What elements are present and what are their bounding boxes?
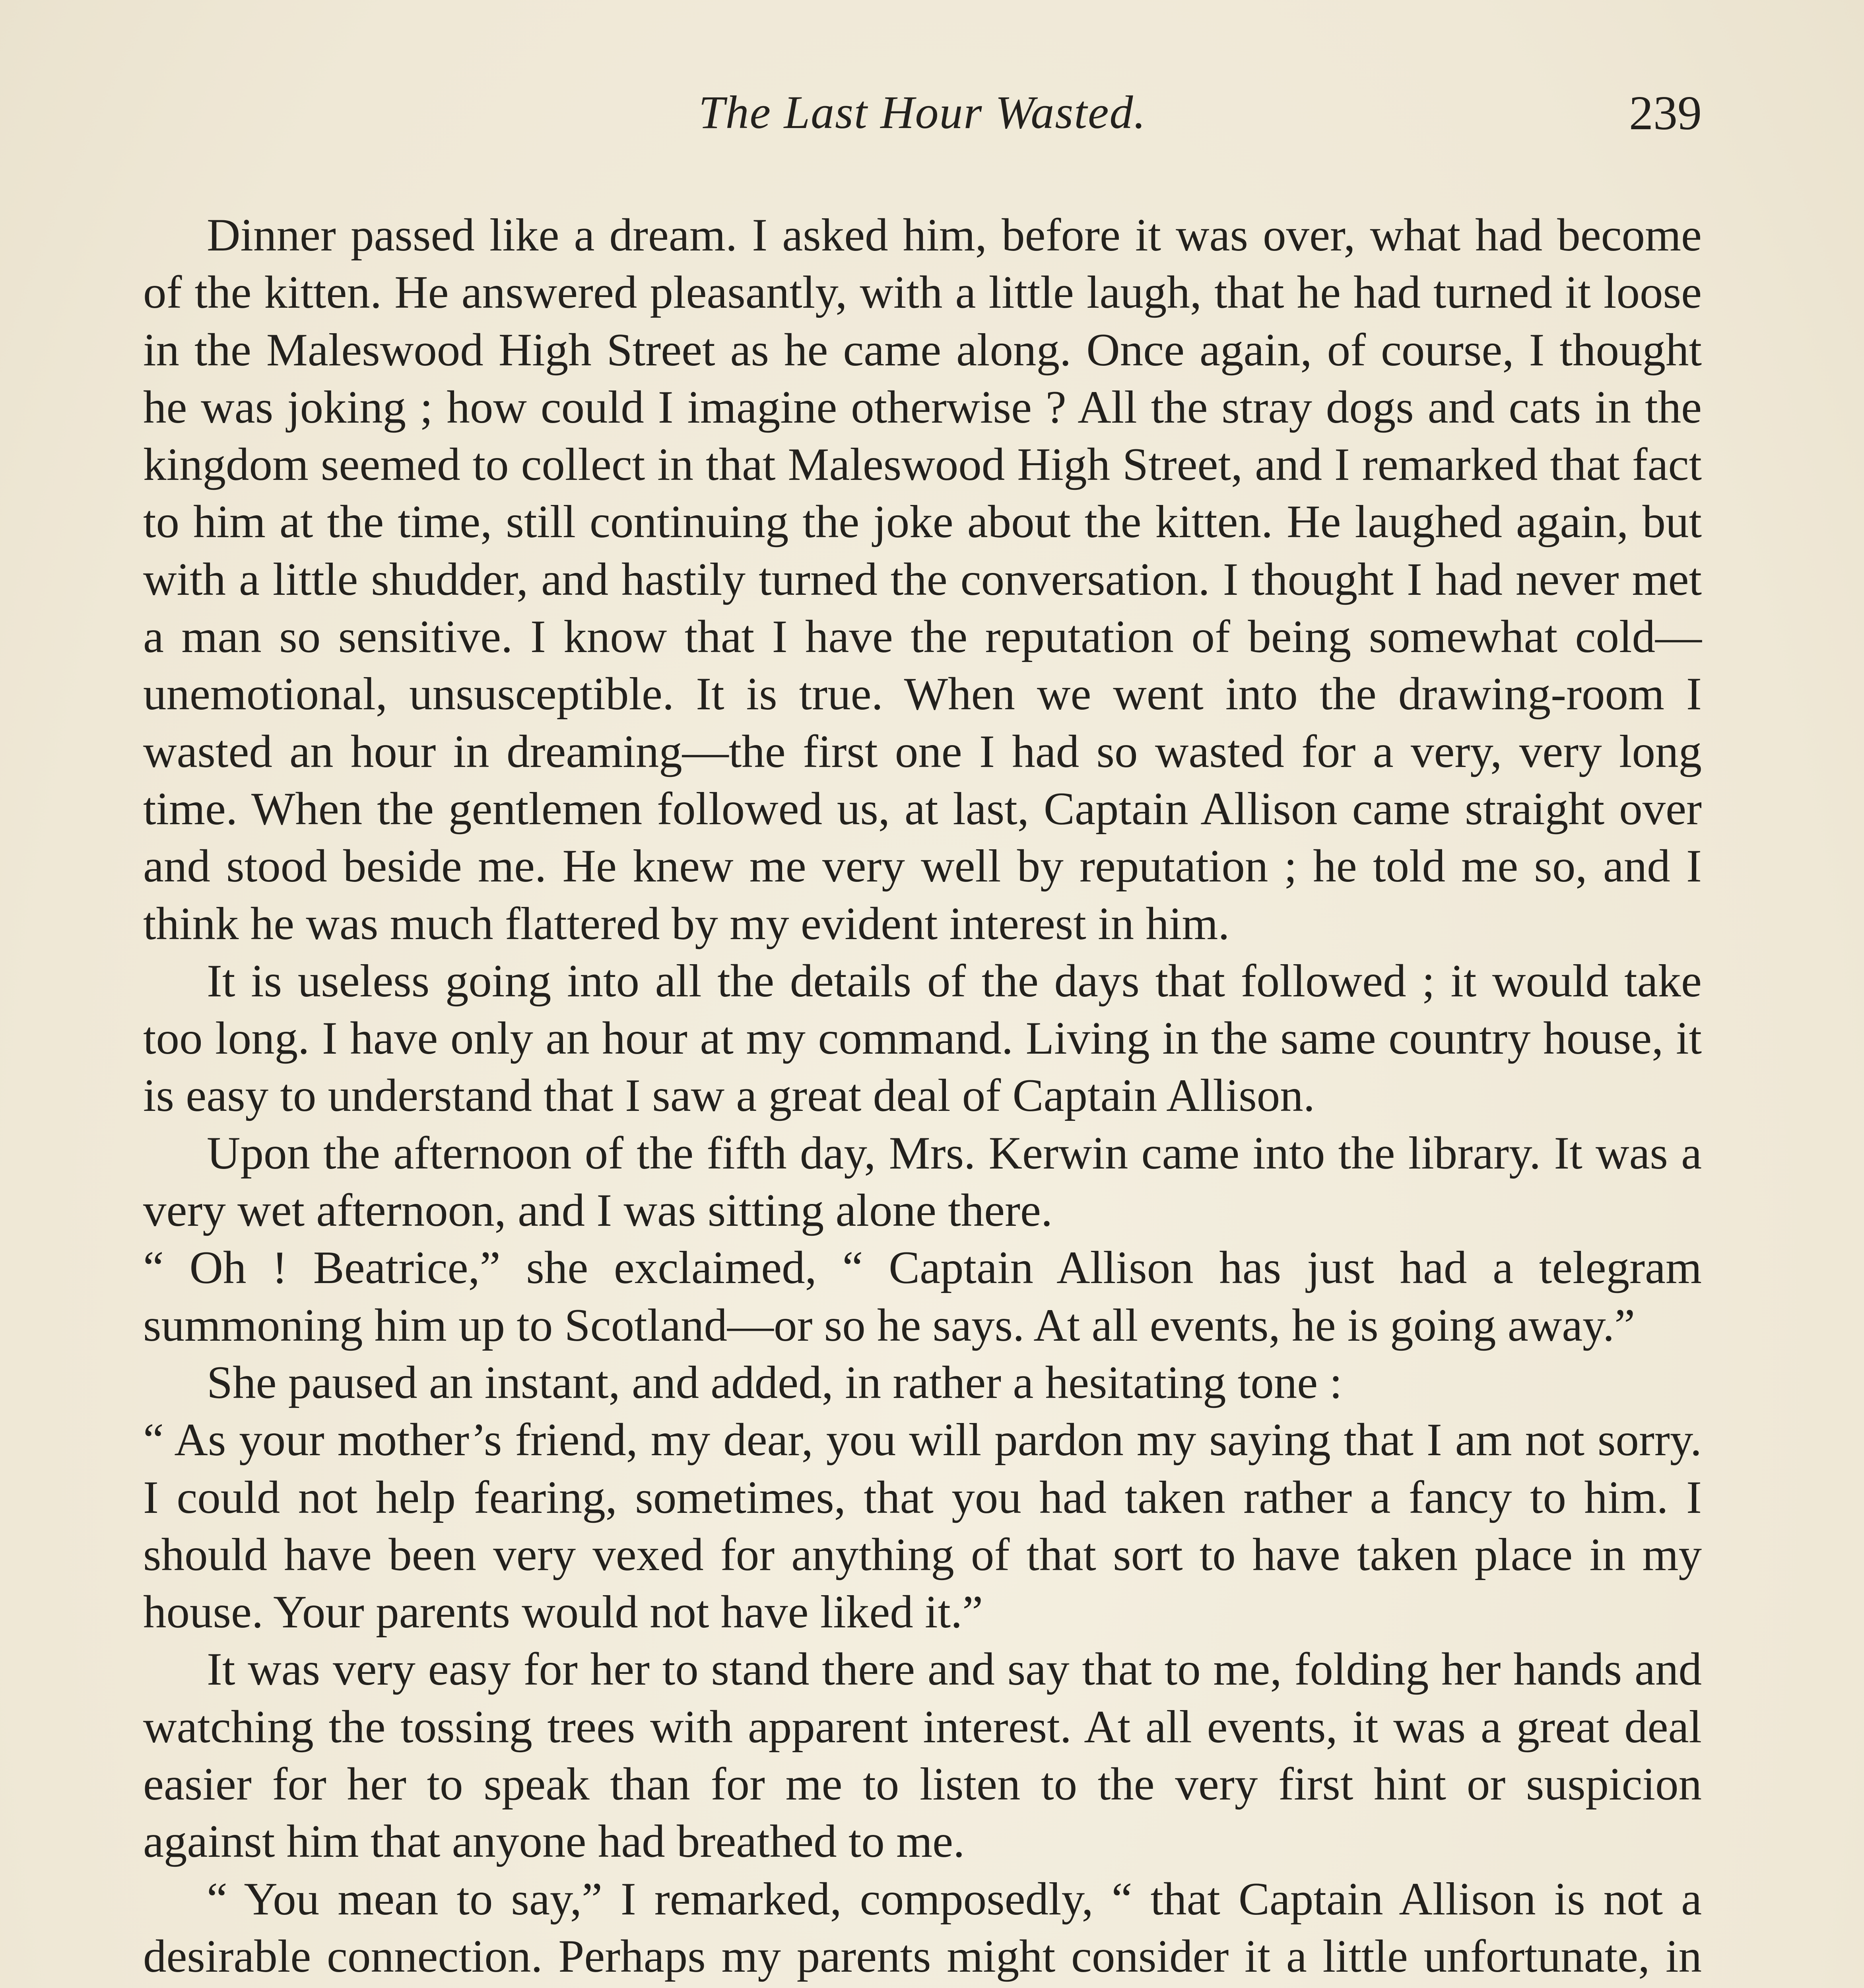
paragraph: “ As your mother’s friend, my dear, you will pardon my saying that I am not sorry. I could not help fearing, sometimes, that you had taken rather a fancy to him. I should have been very vexed for anything of that sort to have taken place in my house. Your parents would not have liked it.” <box>143 1414 1702 1638</box>
running-title: The Last Hour Wasted. <box>698 86 1146 138</box>
page-header <box>143 85 1702 153</box>
paragraph: She paused an instant, and added, in rather a hesitating tone : <box>207 1357 1342 1408</box>
paragraph: Upon the afternoon of the fifth day, Mrs. Kerwin came into the library. It was a very wet afternoon, and I was sitting alone there. <box>143 1127 1702 1237</box>
paragraph: It is useless going into all the details of the days that followed ; it would take too long. I have only an hour at my command. Living in the same country house, it is easy to understand that I saw a great deal of Captain Allison. <box>143 955 1702 1122</box>
paragraph: “ Oh ! Beatrice,” she exclaimed, “ Captain Allison has just had a telegram summoning him up to Scotland—or so he says. At all events, he is going away.” <box>143 1242 1702 1351</box>
body-text <box>143 207 1702 1988</box>
paragraph: It was very easy for her to stand there and say that to me, folding her hands and watching the tossing trees with apparent interest. At all events, it was a great deal easier for her to speak than for me to listen to the very first hint or suspicion against him that anyone had breathed to me. <box>143 1644 1702 1868</box>
paragraph: Dinner passed like a dream. I asked him, before it was over, what had become of the kitten. He answered pleasantly, with a little laugh, that he had turned it loose in the Maleswood High Street as he came along. Once again, of course, I thought he was joking ; how could I imagine otherwise ? All the stray dogs and cats in the kingdom seemed to collect in that Maleswood High Street, and I remarked that fact to him at the time, still continuing the joke about the kitten. He laughed again, but with a little shudder, and hastily turned the conversation. I thought I had never met a man so sensitive. I know that I have the reputation of being somewhat cold—unemotional, unsusceptible. It is true. When we went into the drawing-room I wasted an hour in dreaming—the first one I had so wasted for a very, very long time. When the gentlemen followed us, at last, Captain Allison came straight over and stood beside me. He knew me very well by reputation ; he told me so, and I think he was much flattered by my evident interest in him. <box>143 210 1702 949</box>
page-number: 239 <box>1629 86 1702 140</box>
paragraph: “ You mean to say,” I remarked, composedly, “ that Captain Allison is not a desirable connection. Perhaps my parents might consider it a little unfortunate, in <box>143 1873 1702 1982</box>
